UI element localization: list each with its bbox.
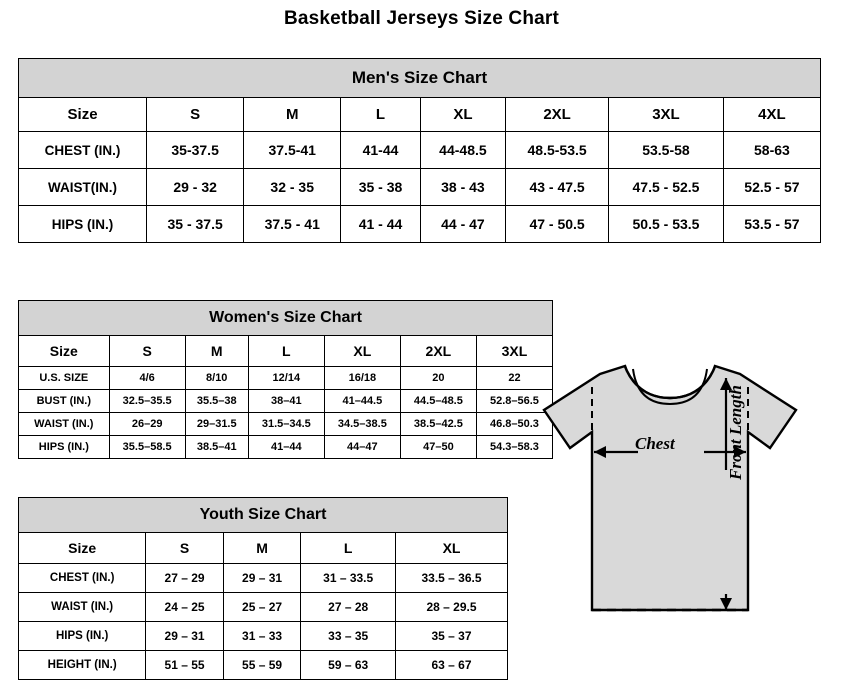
cell-value: 35 - 38 — [341, 169, 420, 206]
column-header-l: L — [341, 98, 420, 132]
cell-value: 54.3–58.3 — [476, 436, 552, 459]
table-row — [19, 593, 508, 622]
table-row — [19, 390, 553, 413]
shirt-body-shape — [544, 366, 796, 610]
cell-value: 58-63 — [723, 132, 820, 169]
jersey-measurement-diagram — [530, 352, 830, 662]
cell-value: 44–47 — [324, 436, 400, 459]
table-row — [19, 436, 553, 459]
column-header-4xl: 4XL — [723, 98, 820, 132]
cell-value: 29 - 32 — [147, 169, 244, 206]
table-row — [19, 564, 508, 593]
column-header-xl: XL — [324, 336, 400, 367]
column-header-xl: XL — [396, 533, 508, 564]
column-header-l: L — [248, 336, 324, 367]
cell-value: 29 – 31 — [146, 622, 224, 651]
column-header-3xl: 3XL — [476, 336, 552, 367]
column-header-s: S — [109, 336, 185, 367]
cell-value: 32.5–35.5 — [109, 390, 185, 413]
cell-value: 8/10 — [185, 367, 248, 390]
cell-value: 35 – 37 — [396, 622, 508, 651]
table-caption-row — [19, 59, 821, 98]
cell-value: 27 – 29 — [146, 564, 224, 593]
row-label: U.S. SIZE — [19, 367, 110, 390]
cell-value: 38–41 — [248, 390, 324, 413]
cell-value: 29–31.5 — [185, 413, 248, 436]
chest-dimension-label: Chest — [635, 434, 675, 453]
cell-value: 28 – 29.5 — [396, 593, 508, 622]
cell-value: 35.5–38 — [185, 390, 248, 413]
cell-value: 31 – 33 — [223, 622, 301, 651]
table-row — [19, 169, 821, 206]
cell-value: 33 – 35 — [301, 622, 396, 651]
row-label: CHEST (IN.) — [19, 132, 147, 169]
table-row — [19, 651, 508, 680]
cell-value: 34.5–38.5 — [324, 413, 400, 436]
cell-value: 20 — [400, 367, 476, 390]
column-header-xl: XL — [420, 98, 505, 132]
cell-value: 41-44 — [341, 132, 420, 169]
cell-value: 35.5–58.5 — [109, 436, 185, 459]
cell-value: 31.5–34.5 — [248, 413, 324, 436]
row-label: HIPS (IN.) — [19, 622, 146, 651]
column-header-2xl: 2XL — [506, 98, 609, 132]
column-header-m: M — [244, 98, 341, 132]
cell-value: 47 - 50.5 — [506, 206, 609, 243]
cell-value: 52.8–56.5 — [476, 390, 552, 413]
column-header-l: L — [301, 533, 396, 564]
column-header-size: Size — [19, 533, 146, 564]
cell-value: 43 - 47.5 — [506, 169, 609, 206]
cell-value: 63 – 67 — [396, 651, 508, 680]
table-header-row — [19, 336, 553, 367]
table-caption-row — [19, 301, 553, 336]
cell-value: 51 – 55 — [146, 651, 224, 680]
cell-value: 50.5 - 53.5 — [609, 206, 724, 243]
cell-value: 53.5-58 — [609, 132, 724, 169]
youth-chart-caption: Youth Size Chart — [19, 498, 508, 533]
cell-value: 41–44.5 — [324, 390, 400, 413]
cell-value: 46.8–50.3 — [476, 413, 552, 436]
cell-value: 35 - 37.5 — [147, 206, 244, 243]
cell-value: 4/6 — [109, 367, 185, 390]
column-header-s: S — [147, 98, 244, 132]
column-header-3xl: 3XL — [609, 98, 724, 132]
table-row — [19, 132, 821, 169]
jersey-illustration — [530, 352, 830, 662]
front-length-label-backing — [716, 470, 738, 594]
mens-chart-caption: Men's Size Chart — [19, 59, 821, 98]
page-title: Basketball Jerseys Size Chart — [283, 8, 560, 29]
column-header-m: M — [185, 336, 248, 367]
row-label: BUST (IN.) — [19, 390, 110, 413]
cell-value: 38.5–42.5 — [400, 413, 476, 436]
cell-value: 55 – 59 — [223, 651, 301, 680]
youth-size-chart-table — [18, 497, 508, 680]
womens-size-chart-table — [18, 300, 553, 459]
cell-value: 37.5 - 41 — [244, 206, 341, 243]
cell-value: 33.5 – 36.5 — [396, 564, 508, 593]
mens-size-chart-table — [18, 58, 821, 243]
column-header-size: Size — [19, 336, 110, 367]
cell-value: 47–50 — [400, 436, 476, 459]
cell-value: 52.5 - 57 — [723, 169, 820, 206]
cell-value: 12/14 — [248, 367, 324, 390]
cell-value: 31 – 33.5 — [301, 564, 396, 593]
cell-value: 48.5-53.5 — [506, 132, 609, 169]
cell-value: 44-48.5 — [420, 132, 505, 169]
cell-value: 26–29 — [109, 413, 185, 436]
row-label: CHEST (IN.) — [19, 564, 146, 593]
cell-value: 24 – 25 — [146, 593, 224, 622]
cell-value: 25 – 27 — [223, 593, 301, 622]
row-label: WAIST(IN.) — [19, 169, 147, 206]
cell-value: 32 - 35 — [244, 169, 341, 206]
column-header-s: S — [146, 533, 224, 564]
cell-value: 44 - 47 — [420, 206, 505, 243]
column-header-2xl: 2XL — [400, 336, 476, 367]
row-label: HIPS (IN.) — [19, 206, 147, 243]
cell-value: 35-37.5 — [147, 132, 244, 169]
column-header-size: Size — [19, 98, 147, 132]
cell-value: 44.5–48.5 — [400, 390, 476, 413]
table-row — [19, 367, 553, 390]
cell-value: 27 – 28 — [301, 593, 396, 622]
cell-value: 59 – 63 — [301, 651, 396, 680]
cell-value: 22 — [476, 367, 552, 390]
cell-value: 38.5–41 — [185, 436, 248, 459]
cell-value: 53.5 - 57 — [723, 206, 820, 243]
table-row — [19, 206, 821, 243]
cell-value: 16/18 — [324, 367, 400, 390]
cell-value: 38 - 43 — [420, 169, 505, 206]
column-header-m: M — [223, 533, 301, 564]
cell-value: 41 - 44 — [341, 206, 420, 243]
front-length-dimension-label: Front Length — [726, 385, 745, 480]
cell-value: 41–44 — [248, 436, 324, 459]
table-header-row — [19, 98, 821, 132]
cell-value: 29 – 31 — [223, 564, 301, 593]
row-label: HIPS (IN.) — [19, 436, 110, 459]
row-label: WAIST (IN.) — [19, 593, 146, 622]
table-row — [19, 413, 553, 436]
cell-value: 37.5-41 — [244, 132, 341, 169]
table-header-row — [19, 533, 508, 564]
cell-value: 47.5 - 52.5 — [609, 169, 724, 206]
table-caption-row — [19, 498, 508, 533]
womens-chart-caption: Women's Size Chart — [19, 301, 553, 336]
table-row — [19, 622, 508, 651]
row-label: HEIGHT (IN.) — [19, 651, 146, 680]
row-label: WAIST (IN.) — [19, 413, 110, 436]
